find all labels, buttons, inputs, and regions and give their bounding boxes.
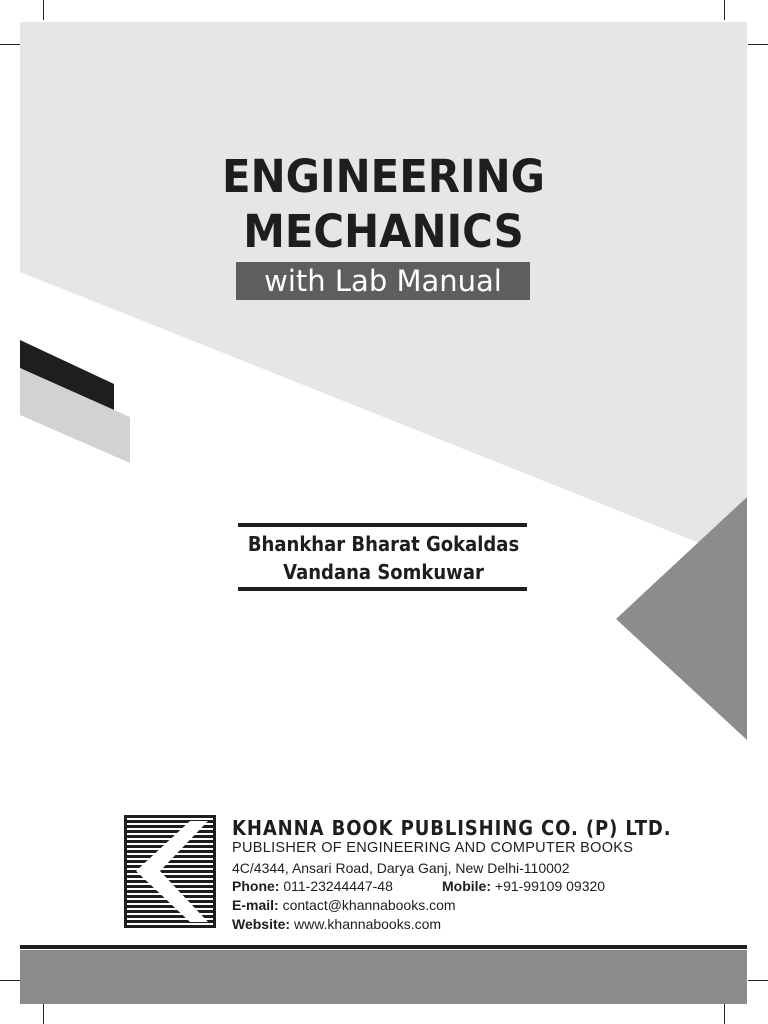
crop-mark <box>43 0 44 20</box>
book-cover <box>20 22 747 1004</box>
publisher-email <box>232 897 456 913</box>
book-title-line2: MECHANICS <box>243 205 524 258</box>
publisher-phone <box>232 878 393 894</box>
publisher-tagline: PUBLISHER OF ENGINEERING AND COMPUTER BOOKS <box>232 840 634 856</box>
k-letter-logo-icon <box>124 815 216 928</box>
footer-band <box>20 950 747 1004</box>
author-name: Bhankhar Bharat Gokaldas <box>247 532 520 556</box>
author-name: Vandana Somkuwar <box>283 560 484 584</box>
publisher-address: 4C/4344, Ansari Road, Darya Ganj, New Delhi-110002 <box>232 860 570 876</box>
publisher-website <box>232 916 441 932</box>
mobile-value: +91-99109 09320 <box>494 878 606 894</box>
book-subtitle: with Lab Manual <box>236 262 530 300</box>
footer-rule <box>20 945 747 949</box>
crop-mark <box>748 44 768 45</box>
crop-mark <box>748 980 768 981</box>
email-label: E-mail: <box>232 897 279 913</box>
author-top-rule <box>238 523 527 527</box>
book-title-line1: ENGINEERING <box>222 150 545 203</box>
crop-mark <box>0 44 20 45</box>
publisher-mobile <box>442 878 605 894</box>
crop-mark <box>724 0 725 20</box>
website-label: Website: <box>232 916 291 932</box>
crop-mark <box>43 1004 44 1024</box>
crop-mark <box>724 1004 725 1024</box>
crop-mark <box>0 980 20 981</box>
website-value: www.khannabooks.com <box>293 916 442 932</box>
author-bottom-rule <box>238 587 527 591</box>
publisher-name: KHANNA BOOK PUBLISHING CO. (P) LTD. <box>232 816 672 840</box>
email-value: contact@khannabooks.com <box>282 897 456 913</box>
phone-label: Phone: <box>232 878 280 894</box>
phone-value: 011-23244447-48 <box>283 878 393 894</box>
mobile-label: Mobile: <box>442 878 491 894</box>
